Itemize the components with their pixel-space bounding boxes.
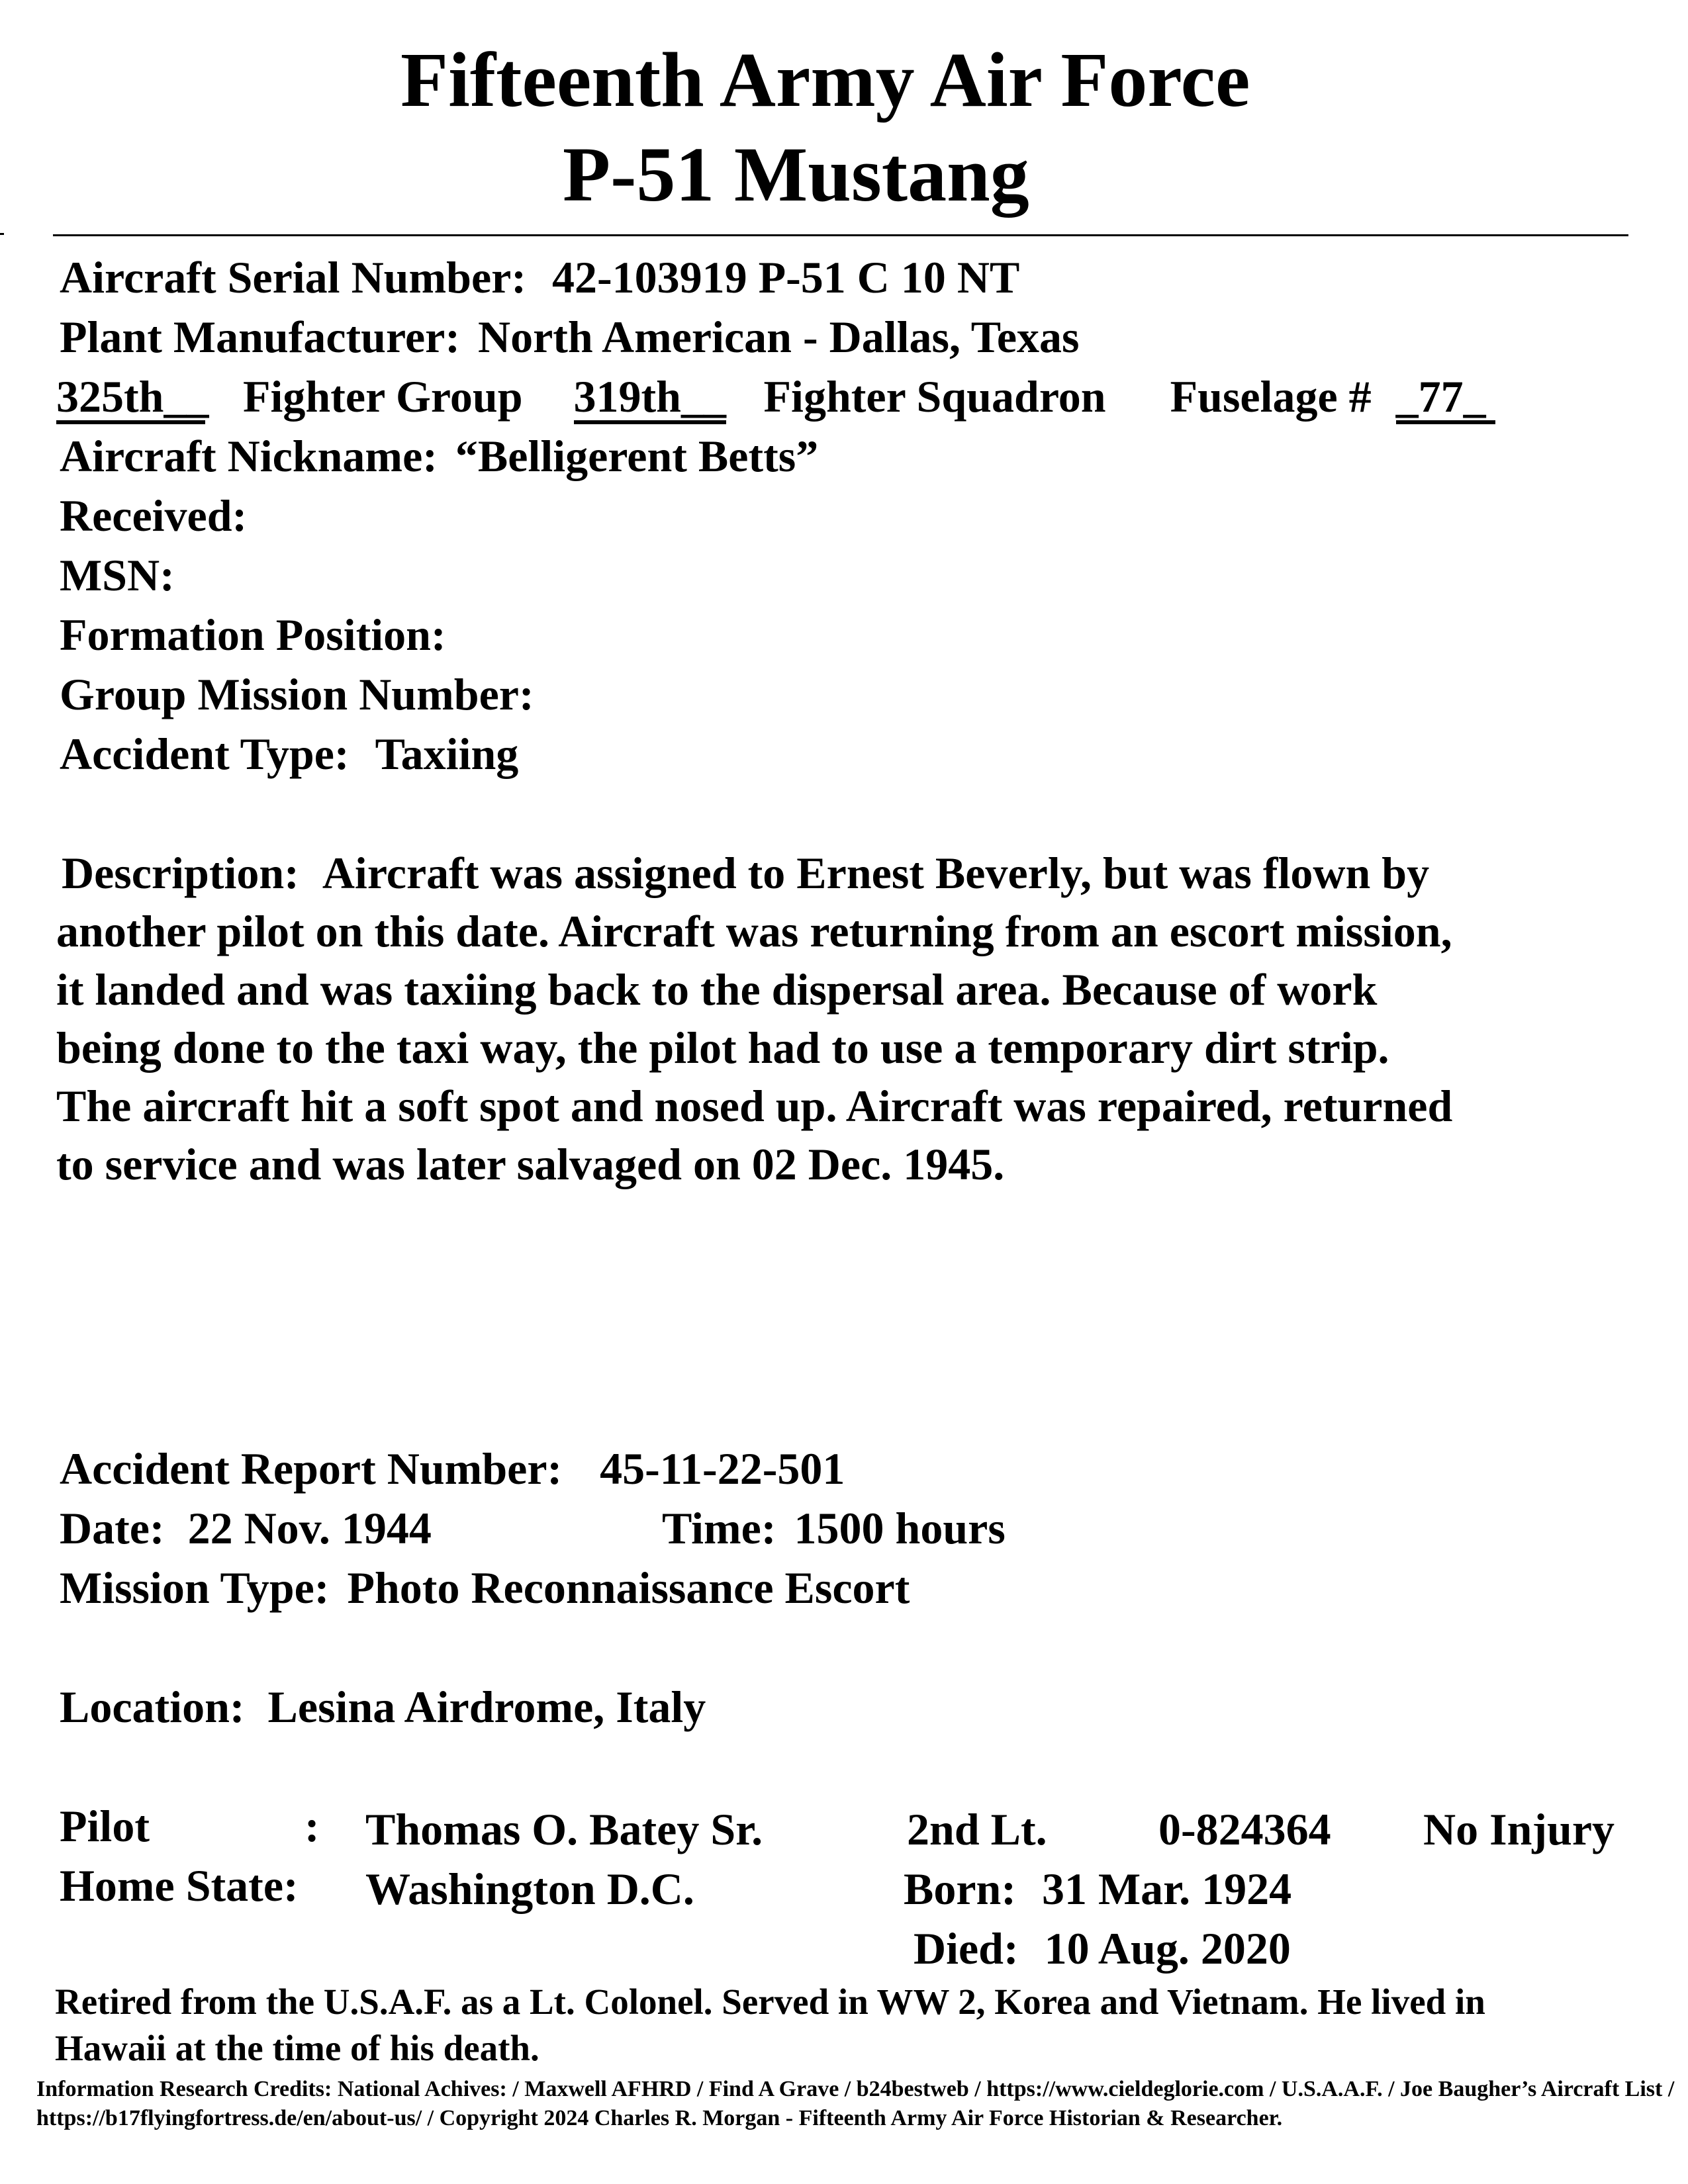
fuselage-text: _77_ (1395, 371, 1486, 422)
home-state-label: Home State: (60, 1860, 299, 1911)
description-line: it landed and was taxiing back to the dispersal area. Because of work (56, 964, 1378, 1015)
unit-row (56, 371, 1495, 424)
header-divider (53, 234, 1628, 236)
nickname-value: “Belligerent Betts” (455, 431, 819, 481)
description-line: being done to the taxi way, the pilot had to use a temporary dirt strip. (56, 1023, 1389, 1073)
time-row (662, 1503, 1006, 1553)
fuselage-value (1395, 371, 1495, 424)
description-line (56, 844, 1671, 902)
pilot-bio-line: Hawaii at the time of his death. (55, 2028, 539, 2068)
credits-line: https://b17flyingfortress.de/en/about-us/ / Copyright 2024 Charles R. Morgan - Fifteenth Army Air Force Historian & Researcher. (36, 2106, 1283, 2130)
time-label: Time: (662, 1503, 776, 1553)
date-label: Date: (60, 1503, 165, 1553)
mission-type-value: Photo Reconnaissance Escort (347, 1563, 910, 1613)
died-label: Died: (914, 1923, 1019, 1974)
location-label: Location: (60, 1682, 245, 1732)
manufacturer-label: Plant Manufacturer: (60, 312, 460, 362)
credits-line: Information Research Credits: National Achives: / Maxwell AFHRD / Find A Grave / b24bestweb / https://www.cieldeglorie.com / U.S.A.A.F. / Joe Baugher’s Aircraft List / (36, 2077, 1675, 2101)
fighter-group-text: 325th__ (56, 371, 209, 422)
description-line: to service and was later salvaged on 02 Dec. 1945. (56, 1139, 1005, 1189)
location-value: Lesina Airdrome, Italy (267, 1682, 706, 1732)
report-number-row (60, 1443, 845, 1494)
manufacturer-row (60, 312, 1080, 362)
accident-type-row (60, 729, 519, 779)
accident-type-label: Accident Type: (60, 729, 350, 779)
born-row (904, 1864, 1292, 1914)
formation-position-label: Formation Position: (60, 610, 446, 660)
serial-number-row (60, 252, 1020, 302)
title-line-1: Fifteenth Army Air Force (400, 36, 1250, 123)
description-line: The aircraft hit a soft spot and nosed up. Aircraft was repaired, returned (56, 1081, 1453, 1131)
margin-tick (0, 233, 4, 235)
fighter-group-label: Fighter Group (243, 371, 523, 422)
fighter-squadron-text: 319th__ (573, 371, 726, 422)
died-value: 10 Aug. 2020 (1044, 1923, 1291, 1974)
fighter-squadron-value (573, 371, 726, 424)
date-value: 22 Nov. 1944 (187, 1503, 432, 1553)
description-block (56, 844, 1671, 1193)
report-number-value: 45-11-22-501 (600, 1443, 845, 1494)
msn-label: MSN: (60, 550, 175, 600)
description-line: another pilot on this date. Aircraft was returning from an escort mission, (56, 906, 1452, 956)
fighter-squadron-label: Fighter Squadron (763, 371, 1106, 422)
pilot-colon: : (305, 1801, 320, 1851)
time-value: 1500 hours (794, 1503, 1006, 1553)
description-label: Description: (62, 848, 299, 898)
mission-type-label: Mission Type: (60, 1563, 330, 1613)
home-state-value: Washington D.C. (365, 1864, 694, 1914)
pilot-name: Thomas O. Batey Sr. (365, 1804, 763, 1854)
born-value: 31 Mar. 1924 (1042, 1864, 1292, 1914)
born-label: Born: (904, 1864, 1016, 1914)
fuselage-label: Fuselage # (1170, 371, 1372, 422)
received-label: Received: (60, 490, 248, 541)
serial-number-label: Aircraft Serial Number: (60, 252, 526, 302)
report-number-label: Accident Report Number: (60, 1443, 563, 1494)
nickname-row (60, 431, 819, 481)
serial-number-value: 42-103919 P-51 C 10 NT (551, 252, 1020, 302)
pilot-rank: 2nd Lt. (907, 1804, 1047, 1854)
pilot-label: Pilot (60, 1801, 150, 1851)
title-line-2: P-51 Mustang (563, 131, 1029, 218)
manufacturer-value: North American - Dallas, Texas (477, 312, 1080, 362)
group-mission-number-label: Group Mission Number: (60, 669, 534, 719)
pilot-bio-line: Retired from the U.S.A.F. as a Lt. Colonel. Served in WW 2, Korea and Vietnam. He lived in (55, 1981, 1485, 2022)
died-row (914, 1923, 1291, 1974)
nickname-label: Aircraft Nickname: (60, 431, 438, 481)
location-row (60, 1682, 706, 1732)
mission-type-row (60, 1563, 910, 1613)
description-text: Aircraft was assigned to Ernest Beverly, but was flown by (322, 848, 1430, 898)
research-credits (36, 2075, 1678, 2133)
pilot-serial: 0-824364 (1158, 1804, 1331, 1854)
pilot-bio (55, 1979, 1485, 2071)
accident-type-value: Taxiing (375, 729, 519, 779)
pilot-status: No Injury (1423, 1804, 1615, 1854)
fighter-group-value (56, 371, 209, 424)
date-row (60, 1503, 432, 1553)
